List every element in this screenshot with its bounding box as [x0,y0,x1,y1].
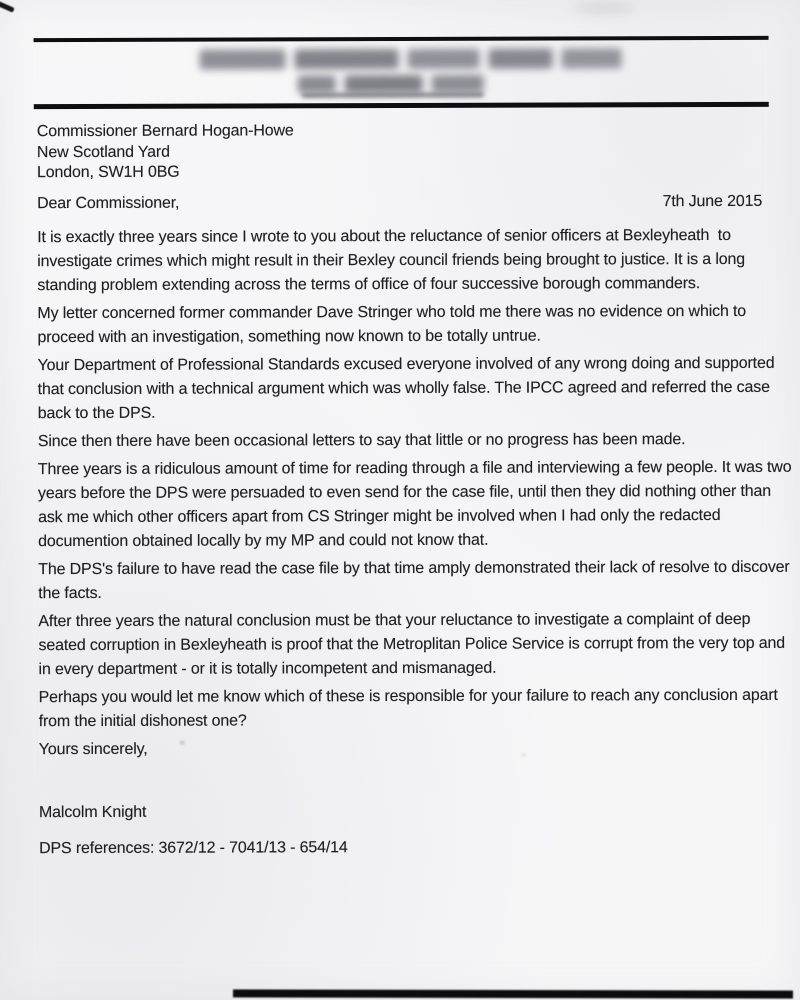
scan-artifact-bottom-bar [233,989,793,998]
paragraph-1: It is exactly three years since I wrote to you about the reluctance of senior officers at Bexleyheath to investigate crimes which might result in their Bexley council friends being brought to justice. It is a long standing problem extending across the terms of office of four successive borough commanders. [37,226,745,295]
letter-date: 7th June 2015 [662,192,763,211]
paragraph-7: After three years the natural conclusion must be that your reluctance to investigate a complaint of deep seated corruption in Bexleyheath is proof that the Metroplitan Police Service is corrupt from the very top and in every department - or it is totally incompetent and mismanaged. [38,610,786,679]
scan-speck [522,754,526,757]
salutation: Dear Commissioner, [37,194,180,213]
closing: Yours sincerely, [38,740,148,759]
redaction-blur-block [298,75,336,93]
redaction-blur-block [432,75,484,93]
redaction-blur-block [489,49,553,69]
letterhead-rule-bottom [34,102,769,109]
redaction-underline-streak [302,93,484,98]
redaction-blur-block [345,75,423,93]
paragraph-8: Perhaps you would let me know which of these is responsible for your failure to reach any conclusion apart from the initial dishonest one? [38,686,778,731]
scan-smudge [573,0,635,15]
paragraph-3: Your Department of Professional Standards excused everyone involved of any wrong doing and supported that conclusion with a technical argument which was wholly false. The IPCC agreed and referred the case back to the DPS. [37,354,775,423]
scan-artifact-corner-mark [0,1,15,13]
dps-references: DPS references: 3672/12 - 7041/13 - 654/14 [39,839,348,858]
redacted-sender-phone-line [298,75,491,94]
paragraph-5: Three years is a ridiculous amount of time for reading through a file and interviewing a few people. It was two years before the DPS were persuaded to even send for the case file, until then they did nothing other than ask me which other officers apart from CS Stringer might be involved when I had only the redacted documention obtained locally by my MP and could not know that. [37,458,792,551]
letter-body [37,224,792,766]
redaction-blur-block [295,49,399,69]
recipient-address: Commissioner Bernard Hogan-Howe New Scotland Yard London, SW1H 0BG [36,122,294,182]
scan-speck [180,741,185,745]
redaction-blur-block [408,49,480,69]
redacted-sender-address-line [200,48,623,69]
redaction-blur-block [562,48,622,68]
signatory-name: Malcolm Knight [38,803,147,822]
paragraph-4: Since then there have been occasional letters to say that little or no progress has been made. [37,431,686,451]
letterhead-rule-top [34,36,769,42]
paragraph-6: The DPS's failure to have read the case file by that time amply demonstrated their lack of resolve to discover the facts. [38,558,790,603]
redaction-blur-block [200,49,286,69]
paragraph-2: My letter concerned former commander Dave Stringer who told me there was no evidence on which to proceed with an investigation, something now known to be totally untrue. [37,302,747,347]
